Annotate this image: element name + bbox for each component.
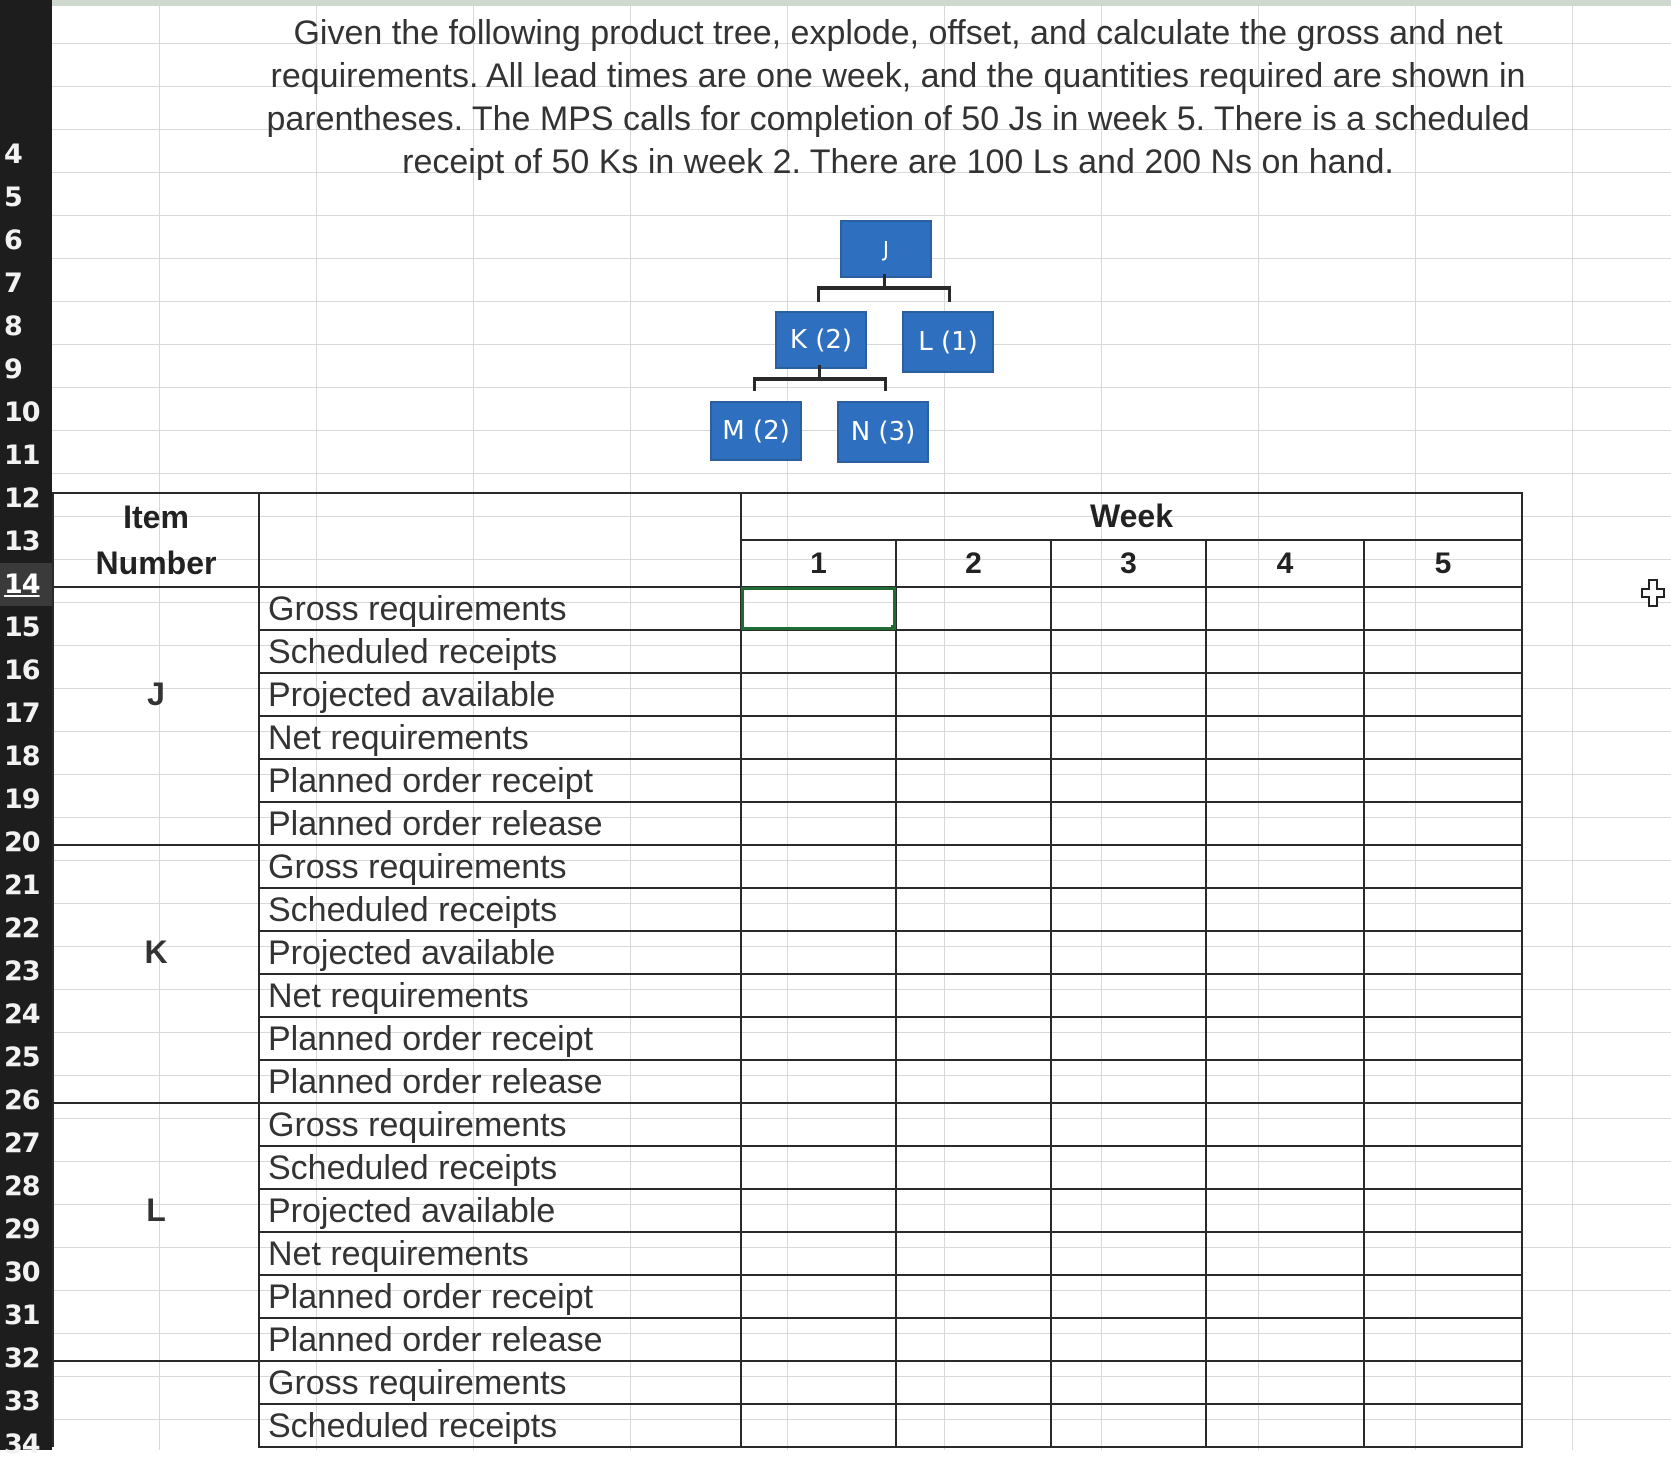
week-value-cell[interactable] [741, 1404, 896, 1447]
week-value-cell[interactable] [896, 759, 1051, 802]
week-value-cell[interactable] [1364, 802, 1522, 845]
mrp-table [52, 492, 1523, 1448]
week-value-cell[interactable] [741, 931, 896, 974]
week-value-cell[interactable] [1364, 931, 1522, 974]
item-number-cell[interactable] [53, 888, 259, 931]
row-number[interactable]: 7 [4, 268, 22, 299]
row-number[interactable]: 17 [4, 698, 40, 729]
week-value-cell[interactable] [896, 802, 1051, 845]
week-header: Week [741, 493, 1522, 540]
row-number[interactable]: 15 [4, 612, 40, 643]
week-value-cell[interactable] [1364, 888, 1522, 931]
week-value-cell[interactable] [1364, 1060, 1522, 1103]
week-value-cell[interactable] [1364, 845, 1522, 888]
week-value-cell[interactable] [1051, 888, 1206, 931]
row-label-cell[interactable]: Projected available [259, 1189, 741, 1232]
week-value-cell[interactable] [1206, 1232, 1364, 1275]
row-label-cell[interactable]: Gross requirements [259, 587, 741, 630]
row-number[interactable]: 12 [4, 483, 40, 514]
tree-connector [884, 377, 887, 391]
row-number[interactable]: 33 [4, 1386, 40, 1417]
week-value-cell[interactable] [741, 974, 896, 1017]
week-value-cell[interactable] [896, 1146, 1051, 1189]
row-label-cell[interactable]: Net requirements [259, 716, 741, 759]
week-number-header: 2 [896, 540, 1051, 587]
row-number[interactable]: 24 [4, 999, 40, 1030]
week-value-cell[interactable] [741, 802, 896, 845]
tree-node-m[interactable]: M (2) [710, 401, 802, 461]
row-label-cell[interactable]: Scheduled receipts [259, 888, 741, 931]
week-value-cell[interactable] [741, 888, 896, 931]
tree-node-l[interactable]: L (1) [902, 311, 994, 373]
week-number-header: 4 [1206, 540, 1364, 587]
row-number[interactable]: 16 [4, 655, 40, 686]
week-value-cell[interactable] [1051, 1232, 1206, 1275]
mrp-row [53, 1060, 1522, 1103]
week-value-cell[interactable] [1206, 974, 1364, 1017]
week-value-cell[interactable] [741, 716, 896, 759]
week-value-cell[interactable] [1364, 1404, 1522, 1447]
item-number-cell[interactable] [53, 1404, 259, 1447]
row-label-cell[interactable]: Scheduled receipts [259, 1146, 741, 1189]
row-number[interactable]: 27 [4, 1128, 40, 1159]
week-value-cell[interactable] [1051, 1189, 1206, 1232]
tree-connector [817, 286, 951, 290]
tree-connector [817, 286, 820, 302]
item-number-cell[interactable] [53, 716, 259, 759]
row-number[interactable]: 11 [4, 440, 40, 471]
week-value-cell[interactable] [896, 630, 1051, 673]
row-number[interactable]: 32 [4, 1343, 40, 1374]
week-value-cell[interactable] [1206, 1146, 1364, 1189]
week-value-cell[interactable] [741, 759, 896, 802]
week-value-cell[interactable] [1206, 1189, 1364, 1232]
row-label-cell[interactable]: Net requirements [259, 974, 741, 1017]
row-number[interactable]: 21 [4, 870, 40, 901]
item-number-cell[interactable] [53, 1146, 259, 1189]
row-label-cell[interactable]: Net requirements [259, 1232, 741, 1275]
mrp-row [53, 673, 1522, 716]
week-value-cell[interactable] [741, 587, 896, 630]
week-value-cell[interactable] [1206, 931, 1364, 974]
mrp-row [53, 716, 1522, 759]
week-value-cell[interactable] [1206, 1404, 1364, 1447]
week-value-cell[interactable] [896, 1103, 1051, 1146]
week-value-cell[interactable] [896, 1275, 1051, 1318]
week-value-cell[interactable] [1051, 1103, 1206, 1146]
week-value-cell[interactable] [896, 1017, 1051, 1060]
week-value-cell[interactable] [1364, 587, 1522, 630]
plus-cursor-icon [1640, 578, 1666, 608]
week-number-header: 1 [741, 540, 896, 587]
top-bar [52, 0, 1671, 6]
mrp-row [53, 1361, 1522, 1404]
item-number-cell[interactable] [53, 802, 259, 845]
row-label-cell[interactable]: Projected available [259, 931, 741, 974]
row-number[interactable]: 9 [4, 354, 22, 385]
week-value-cell[interactable] [1051, 1146, 1206, 1189]
week-value-cell[interactable] [1051, 1361, 1206, 1404]
week-value-cell[interactable] [1051, 673, 1206, 716]
week-value-cell[interactable] [896, 1232, 1051, 1275]
week-value-cell[interactable] [1364, 974, 1522, 1017]
week-value-cell[interactable] [741, 1103, 896, 1146]
mrp-row [53, 845, 1522, 888]
row-number[interactable]: 25 [4, 1042, 40, 1073]
week-value-cell[interactable] [1051, 1060, 1206, 1103]
week-value-cell[interactable] [1364, 1232, 1522, 1275]
week-value-cell[interactable] [1206, 1103, 1364, 1146]
week-value-cell[interactable] [1206, 759, 1364, 802]
row-label-cell[interactable]: Planned order receipt [259, 1275, 741, 1318]
row-number[interactable]: 29 [4, 1214, 40, 1245]
week-value-cell[interactable] [1051, 1017, 1206, 1060]
week-value-cell[interactable] [1206, 1275, 1364, 1318]
row-label-cell[interactable]: Projected available [259, 673, 741, 716]
tree-node-k[interactable]: K (2) [775, 311, 867, 369]
mrp-row [53, 1146, 1522, 1189]
week-value-cell[interactable] [741, 1232, 896, 1275]
row-label-cell[interactable]: Planned order receipt [259, 759, 741, 802]
week-value-cell[interactable] [1051, 1275, 1206, 1318]
row-number[interactable]: 13 [4, 526, 40, 557]
week-value-cell[interactable] [1206, 802, 1364, 845]
mrp-row [53, 759, 1522, 802]
week-value-cell[interactable] [1364, 1017, 1522, 1060]
mrp-row [53, 888, 1522, 931]
week-value-cell[interactable] [896, 845, 1051, 888]
mrp-row [53, 1189, 1522, 1232]
week-value-cell[interactable] [896, 1060, 1051, 1103]
week-value-cell[interactable] [1206, 587, 1364, 630]
mrp-row [53, 1103, 1522, 1146]
week-value-cell[interactable] [1051, 1318, 1206, 1361]
row-number[interactable]: 14 [0, 563, 52, 606]
item-number-cell[interactable] [53, 1017, 259, 1060]
week-number-header: 3 [1051, 540, 1206, 587]
row-number[interactable]: 5 [4, 182, 22, 213]
item-number-cell[interactable] [53, 1060, 259, 1103]
week-value-cell[interactable] [1051, 716, 1206, 759]
row-label-cell[interactable]: Planned order receipt [259, 1017, 741, 1060]
item-number-cell[interactable] [53, 1361, 259, 1404]
week-value-cell[interactable] [1051, 802, 1206, 845]
row-number[interactable]: 31 [4, 1300, 40, 1331]
row-number[interactable]: 10 [4, 397, 40, 428]
week-value-cell[interactable] [1206, 888, 1364, 931]
week-value-cell[interactable] [1364, 1189, 1522, 1232]
row-number[interactable]: 26 [4, 1085, 40, 1116]
mrp-row [53, 1017, 1522, 1060]
week-value-cell[interactable] [1206, 1017, 1364, 1060]
label-header [259, 493, 741, 587]
week-value-cell[interactable] [896, 1361, 1051, 1404]
item-number-cell[interactable] [53, 759, 259, 802]
row-label-cell[interactable]: Planned order release [259, 1060, 741, 1103]
mrp-row [53, 931, 1522, 974]
item-header-line1: Item [123, 499, 189, 535]
mrp-row [53, 802, 1522, 845]
week-value-cell[interactable] [1051, 759, 1206, 802]
mrp-row [53, 974, 1522, 1017]
item-number-cell[interactable] [53, 1232, 259, 1275]
week-value-cell[interactable] [896, 1404, 1051, 1447]
row-label-cell[interactable]: Gross requirements [259, 1103, 741, 1146]
week-value-cell[interactable] [741, 1318, 896, 1361]
week-value-cell[interactable] [1364, 759, 1522, 802]
item-number-cell[interactable] [53, 630, 259, 673]
row-number[interactable]: 20 [4, 827, 40, 858]
row-number[interactable]: 22 [4, 913, 40, 944]
week-value-cell[interactable] [741, 1146, 896, 1189]
week-value-cell[interactable] [896, 1189, 1051, 1232]
mrp-row [53, 1275, 1522, 1318]
week-value-cell[interactable] [1051, 931, 1206, 974]
item-number-cell[interactable] [53, 845, 259, 888]
week-value-cell[interactable] [741, 1361, 896, 1404]
item-header-line2: Number [95, 545, 217, 581]
week-value-cell[interactable] [1206, 1361, 1364, 1404]
week-value-cell[interactable] [1206, 673, 1364, 716]
week-value-cell[interactable] [1051, 1404, 1206, 1447]
mrp-row [53, 587, 1522, 630]
mrp-row [53, 630, 1522, 673]
week-value-cell[interactable] [1051, 845, 1206, 888]
row-number[interactable]: 4 [4, 139, 22, 170]
week-value-cell[interactable] [741, 1060, 896, 1103]
row-number[interactable]: 28 [4, 1171, 40, 1202]
week-value-cell[interactable] [1364, 716, 1522, 759]
week-value-cell[interactable] [1206, 845, 1364, 888]
row-label-cell[interactable]: Gross requirements [259, 1361, 741, 1404]
question-text: Given the following product tree, explode, offset, and calculate the gross and net requirements. All lead times are one week, and the quantities required are shown in parentheses. The MPS calls for completion of 50 Js in week 5. There is a scheduled receipt of 50 Ks in week 2. There are 100 Ls and 200 Ns on hand. [266, 14, 1530, 181]
week-value-cell[interactable] [1364, 673, 1522, 716]
item-number-cell[interactable]: L [53, 1189, 259, 1232]
tree-connector [753, 377, 887, 381]
row-number[interactable]: 8 [4, 311, 22, 342]
week-value-cell[interactable] [741, 1189, 896, 1232]
week-value-cell[interactable] [896, 716, 1051, 759]
week-value-cell[interactable] [896, 974, 1051, 1017]
week-value-cell[interactable] [896, 888, 1051, 931]
row-number[interactable]: 23 [4, 956, 40, 987]
week-value-cell[interactable] [1051, 974, 1206, 1017]
item-number-cell[interactable] [53, 1318, 259, 1361]
row-number[interactable]: 18 [4, 741, 40, 772]
item-number-cell[interactable] [53, 1103, 259, 1146]
item-number-cell[interactable]: K [53, 931, 259, 974]
row-header-strip[interactable] [0, 0, 52, 1460]
item-number-cell[interactable] [53, 1275, 259, 1318]
week-value-cell[interactable] [741, 630, 896, 673]
mrp-row [53, 1404, 1522, 1447]
week-value-cell[interactable] [1206, 630, 1364, 673]
row-label-cell[interactable]: Planned order release [259, 802, 741, 845]
week-value-cell[interactable] [1364, 1361, 1522, 1404]
row-label-cell[interactable]: Gross requirements [259, 845, 741, 888]
week-value-cell[interactable] [896, 587, 1051, 630]
week-value-cell[interactable] [741, 1275, 896, 1318]
row-number[interactable]: 30 [4, 1257, 40, 1288]
row-label-cell[interactable]: Planned order release [259, 1318, 741, 1361]
week-value-cell[interactable] [741, 845, 896, 888]
week-value-cell[interactable] [1206, 1060, 1364, 1103]
week-value-cell[interactable] [1364, 1318, 1522, 1361]
tree-node-j[interactable]: J [840, 220, 932, 278]
week-value-cell[interactable] [896, 673, 1051, 716]
week-value-cell[interactable] [1051, 630, 1206, 673]
row-label-cell[interactable]: Scheduled receipts [259, 1404, 741, 1447]
row-number[interactable]: 34 [4, 1429, 40, 1460]
mrp-row [53, 1318, 1522, 1361]
item-number-header [53, 493, 259, 587]
row-number[interactable]: 19 [4, 784, 40, 815]
item-number-cell[interactable] [53, 974, 259, 1017]
week-value-cell[interactable] [1364, 1146, 1522, 1189]
week-value-cell[interactable] [1364, 630, 1522, 673]
item-number-cell[interactable]: J [53, 673, 259, 716]
item-number-cell[interactable] [53, 587, 259, 630]
tree-connector [948, 286, 951, 302]
week-value-cell[interactable] [741, 1017, 896, 1060]
week-value-cell[interactable] [1364, 1103, 1522, 1146]
tree-connector [753, 377, 756, 391]
week-value-cell[interactable] [896, 1318, 1051, 1361]
week-value-cell[interactable] [896, 931, 1051, 974]
week-value-cell[interactable] [741, 673, 896, 716]
week-value-cell[interactable] [1364, 1275, 1522, 1318]
week-value-cell[interactable] [1051, 587, 1206, 630]
week-number-header: 5 [1364, 540, 1522, 587]
week-value-cell[interactable] [1206, 1318, 1364, 1361]
row-label-cell[interactable]: Scheduled receipts [259, 630, 741, 673]
mrp-row [53, 1232, 1522, 1275]
tree-node-n[interactable]: N (3) [837, 401, 929, 463]
week-value-cell[interactable] [1206, 716, 1364, 759]
row-number[interactable]: 6 [4, 225, 22, 256]
